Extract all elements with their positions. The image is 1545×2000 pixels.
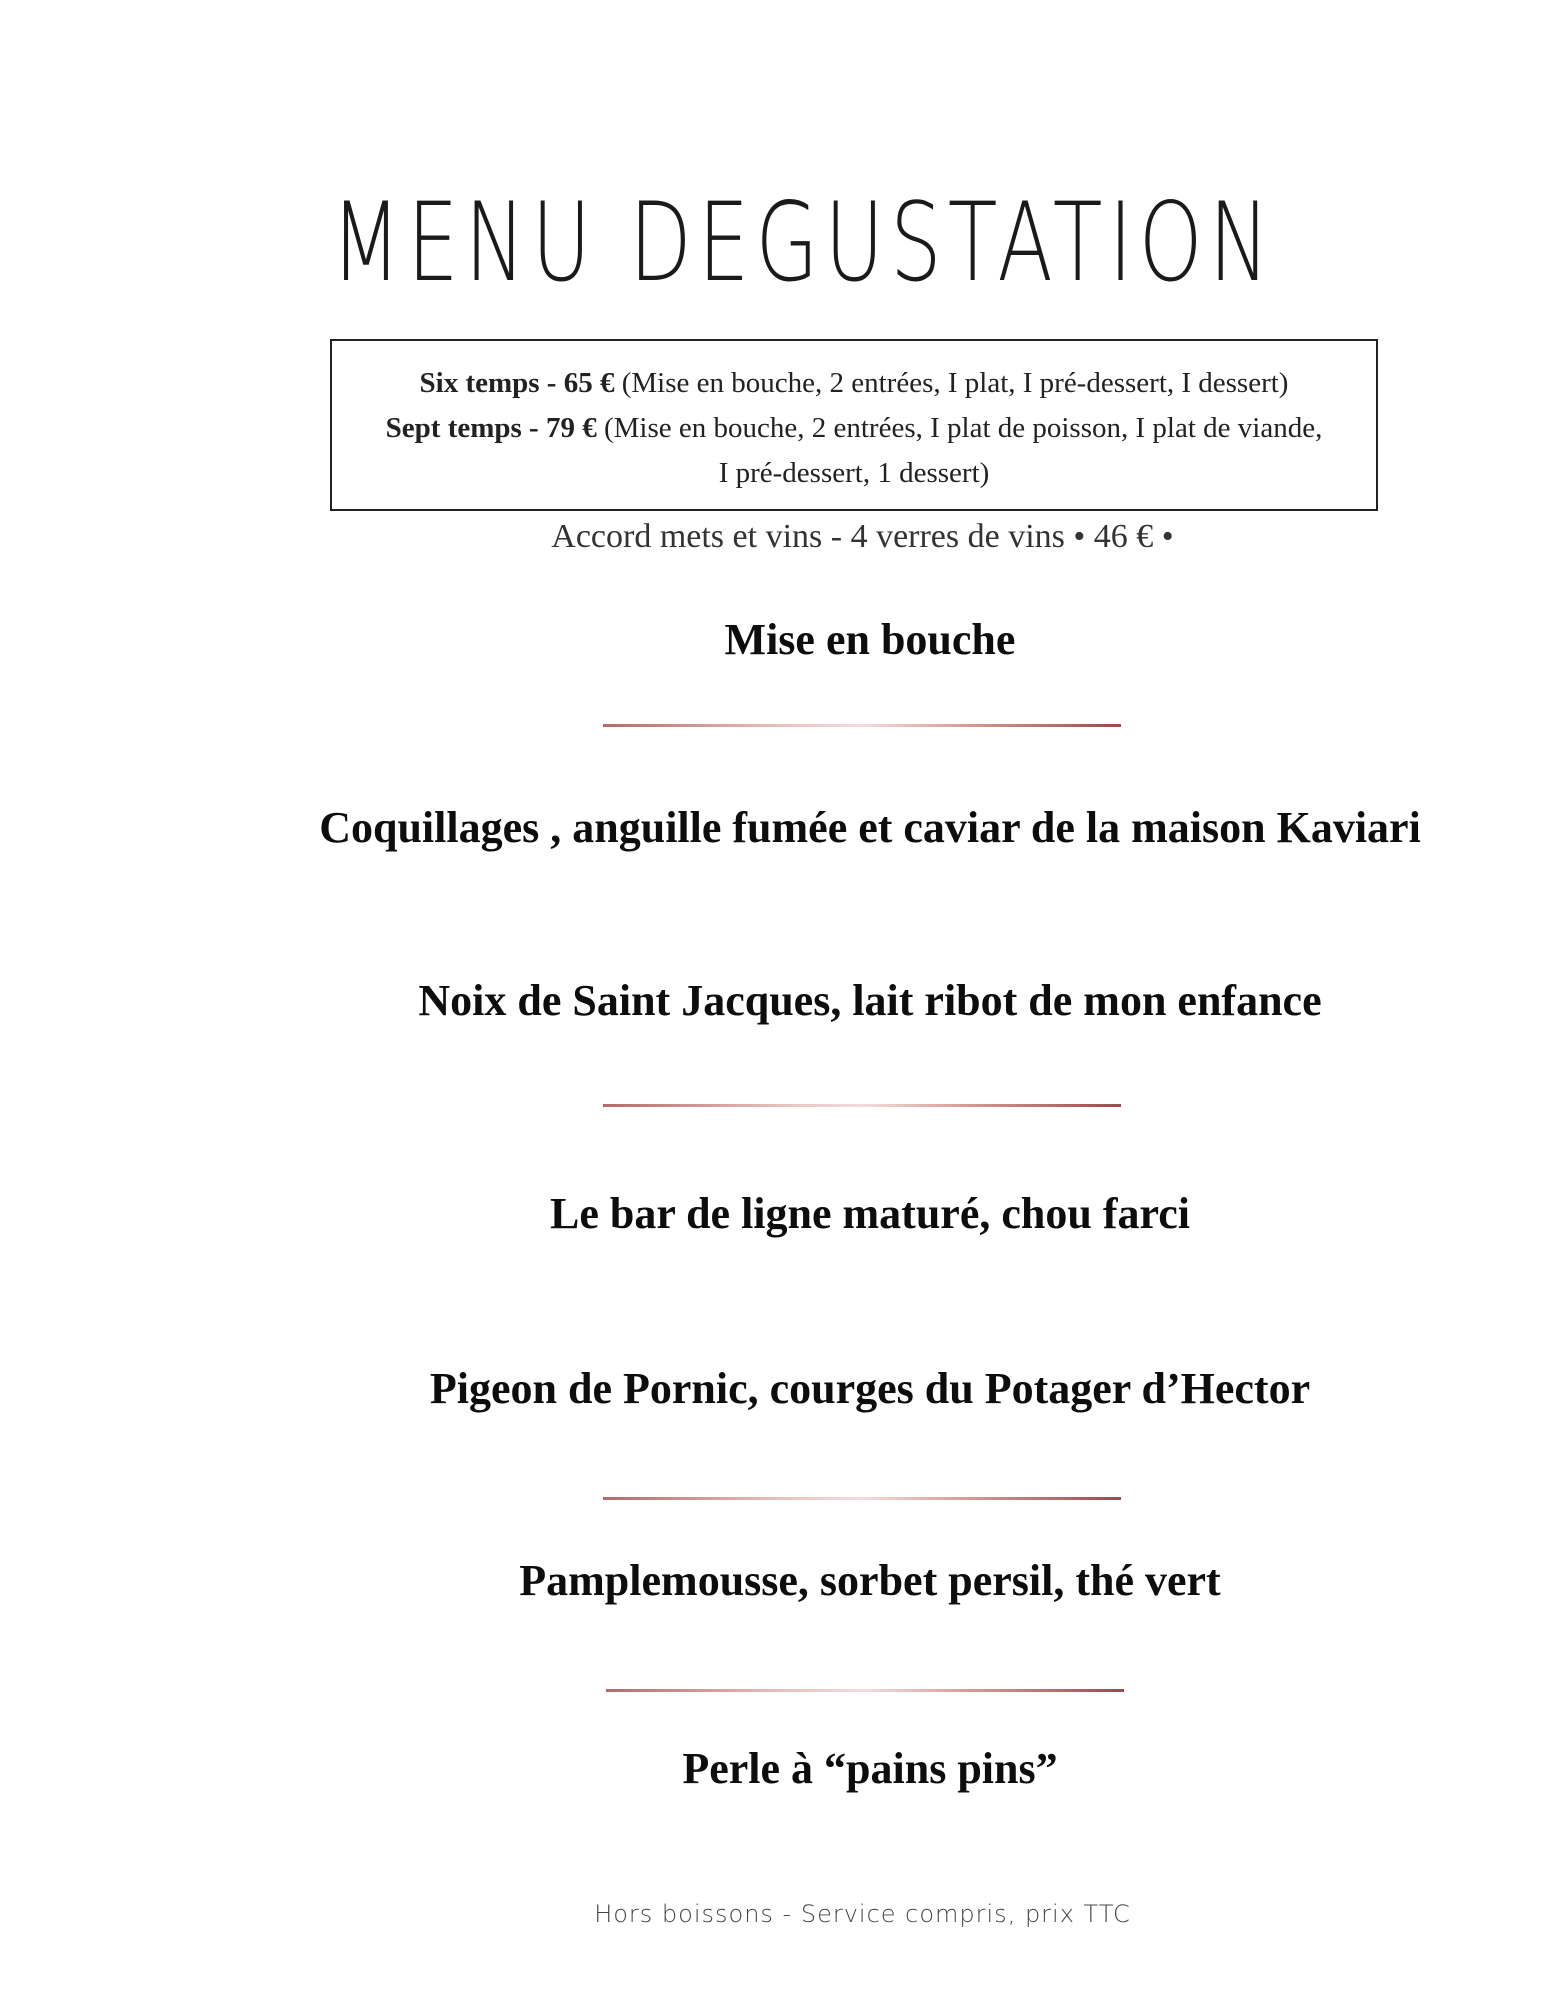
six-temps-price: Six temps - 65 € bbox=[419, 367, 615, 399]
course-pamplemousse: Pamplemousse, sorbet persil, thé vert bbox=[519, 1556, 1221, 1605]
footer-note: Hors boissons - Service compris, prix TTC bbox=[594, 1900, 1131, 1928]
sept-temps-detail-cont: I pré-dessert, 1 dessert) bbox=[718, 457, 990, 489]
price-line-sept-temps bbox=[332, 406, 1376, 451]
separator-line bbox=[603, 724, 1121, 727]
six-temps-detail: (Mise en bouche, 2 entrées, I plat, I pré-dessert, I dessert) bbox=[614, 367, 1289, 399]
sept-temps-detail: (Mise en bouche, 2 entrées, I plat de poisson, I plat de viande, bbox=[596, 412, 1323, 444]
price-box bbox=[330, 339, 1378, 511]
separator-line bbox=[603, 1104, 1121, 1107]
price-line-six-temps bbox=[332, 361, 1376, 406]
separator-line bbox=[606, 1689, 1124, 1692]
course-mise-en-bouche: Mise en bouche bbox=[724, 615, 1016, 664]
course-bar-de-ligne: Le bar de ligne maturé, chou farci bbox=[550, 1189, 1190, 1238]
menu-title: MENU DEGUSTATION bbox=[330, 177, 1276, 307]
course-coquillages: Coquillages , anguille fumée et caviar de la maison Kaviari bbox=[319, 803, 1421, 852]
course-perle: Perle à “pains pins” bbox=[682, 1744, 1058, 1793]
wine-pairing: Accord mets et vins - 4 verres de vins • 46 € • bbox=[551, 518, 1174, 555]
separator-line bbox=[603, 1497, 1121, 1500]
course-pigeon: Pigeon de Pornic, courges du Potager d’Hector bbox=[429, 1364, 1311, 1413]
course-saint-jacques: Noix de Saint Jacques, lait ribot de mon enfance bbox=[418, 976, 1322, 1025]
sept-temps-price: Sept temps - 79 € bbox=[385, 412, 597, 444]
